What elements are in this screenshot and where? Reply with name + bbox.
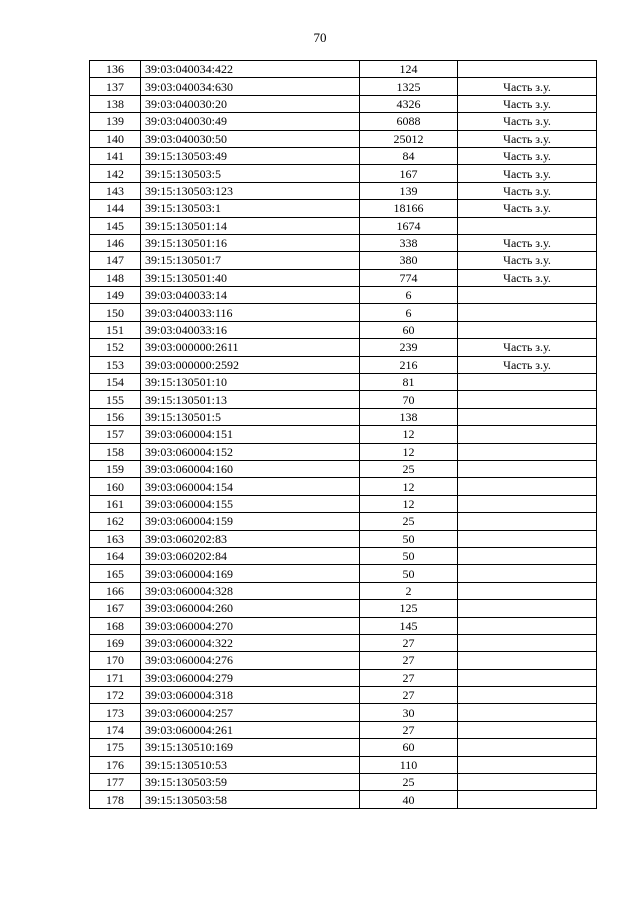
cadastral-number-cell: 39:03:060202:84 xyxy=(141,547,360,564)
note-cell: Часть з.у. xyxy=(458,130,597,147)
area-cell: 774 xyxy=(360,269,458,286)
cadastral-number-cell: 39:03:000000:2592 xyxy=(141,356,360,373)
row-number-cell: 141 xyxy=(90,147,141,164)
row-number-cell: 140 xyxy=(90,130,141,147)
table-row xyxy=(90,234,597,251)
row-number-cell: 139 xyxy=(90,113,141,130)
area-cell: 1325 xyxy=(360,78,458,95)
cadastral-number-cell: 39:03:060004:155 xyxy=(141,495,360,512)
cadastral-number-cell: 39:03:040030:50 xyxy=(141,130,360,147)
table-row xyxy=(90,78,597,95)
row-number-cell: 145 xyxy=(90,217,141,234)
row-number-cell: 158 xyxy=(90,443,141,460)
row-number-cell: 163 xyxy=(90,530,141,547)
table-row xyxy=(90,791,597,808)
row-number-cell: 176 xyxy=(90,756,141,773)
area-cell: 25 xyxy=(360,460,458,477)
area-cell: 216 xyxy=(360,356,458,373)
cadastral-number-cell: 39:15:130510:53 xyxy=(141,756,360,773)
row-number-cell: 160 xyxy=(90,478,141,495)
row-number-cell: 143 xyxy=(90,182,141,199)
note-cell: Часть з.у. xyxy=(458,356,597,373)
table-row xyxy=(90,721,597,738)
table-row xyxy=(90,704,597,721)
cadastral-number-cell: 39:03:060004:261 xyxy=(141,721,360,738)
area-cell: 1674 xyxy=(360,217,458,234)
row-number-cell: 142 xyxy=(90,165,141,182)
cadastral-number-cell: 39:03:060004:154 xyxy=(141,478,360,495)
row-number-cell: 166 xyxy=(90,582,141,599)
note-cell xyxy=(458,652,597,669)
area-cell: 27 xyxy=(360,669,458,686)
row-number-cell: 165 xyxy=(90,565,141,582)
table-row xyxy=(90,252,597,269)
area-cell: 50 xyxy=(360,530,458,547)
area-cell: 81 xyxy=(360,374,458,391)
note-cell: Часть з.у. xyxy=(458,147,597,164)
cadastral-number-cell: 39:15:130503:59 xyxy=(141,774,360,791)
note-cell: Часть з.у. xyxy=(458,113,597,130)
table-row xyxy=(90,600,597,617)
table-row xyxy=(90,339,597,356)
cadastral-number-cell: 39:03:000000:2611 xyxy=(141,339,360,356)
row-number-cell: 170 xyxy=(90,652,141,669)
note-cell xyxy=(458,774,597,791)
row-number-cell: 153 xyxy=(90,356,141,373)
row-number-cell: 152 xyxy=(90,339,141,356)
row-number-cell: 150 xyxy=(90,304,141,321)
cadastral-number-cell: 39:15:130501:13 xyxy=(141,391,360,408)
row-number-cell: 154 xyxy=(90,374,141,391)
note-cell xyxy=(458,530,597,547)
cadastral-number-cell: 39:03:040034:422 xyxy=(141,61,360,78)
table-row xyxy=(90,287,597,304)
note-cell xyxy=(458,739,597,756)
note-cell: Часть з.у. xyxy=(458,95,597,112)
note-cell xyxy=(458,321,597,338)
note-cell xyxy=(458,687,597,704)
table-row xyxy=(90,687,597,704)
table-row xyxy=(90,304,597,321)
table-row xyxy=(90,426,597,443)
table-row xyxy=(90,61,597,78)
area-cell: 167 xyxy=(360,165,458,182)
note-cell xyxy=(458,61,597,78)
table-row xyxy=(90,634,597,651)
cadastral-number-cell: 39:03:040034:630 xyxy=(141,78,360,95)
cadastral-number-cell: 39:03:040033:116 xyxy=(141,304,360,321)
table-row xyxy=(90,652,597,669)
area-cell: 27 xyxy=(360,634,458,651)
row-number-cell: 177 xyxy=(90,774,141,791)
row-number-cell: 178 xyxy=(90,791,141,808)
parcels-table-body xyxy=(90,61,597,809)
table-row xyxy=(90,774,597,791)
area-cell: 380 xyxy=(360,252,458,269)
note-cell xyxy=(458,426,597,443)
row-number-cell: 157 xyxy=(90,426,141,443)
area-cell: 139 xyxy=(360,182,458,199)
row-number-cell: 138 xyxy=(90,95,141,112)
row-number-cell: 151 xyxy=(90,321,141,338)
note-cell xyxy=(458,547,597,564)
area-cell: 27 xyxy=(360,687,458,704)
area-cell: 50 xyxy=(360,547,458,564)
table-row xyxy=(90,495,597,512)
area-cell: 2 xyxy=(360,582,458,599)
cadastral-number-cell: 39:03:060004:270 xyxy=(141,617,360,634)
cadastral-number-cell: 39:15:130501:14 xyxy=(141,217,360,234)
note-cell xyxy=(458,495,597,512)
table-row xyxy=(90,391,597,408)
note-cell xyxy=(458,617,597,634)
note-cell xyxy=(458,565,597,582)
note-cell xyxy=(458,287,597,304)
area-cell: 239 xyxy=(360,339,458,356)
table-row xyxy=(90,669,597,686)
note-cell xyxy=(458,756,597,773)
row-number-cell: 162 xyxy=(90,513,141,530)
note-cell: Часть з.у. xyxy=(458,78,597,95)
table-row xyxy=(90,739,597,756)
area-cell: 27 xyxy=(360,721,458,738)
row-number-cell: 136 xyxy=(90,61,141,78)
note-cell xyxy=(458,704,597,721)
row-number-cell: 156 xyxy=(90,408,141,425)
cadastral-number-cell: 39:03:060004:152 xyxy=(141,443,360,460)
table-row xyxy=(90,547,597,564)
note-cell: Часть з.у. xyxy=(458,269,597,286)
cadastral-number-cell: 39:03:060004:322 xyxy=(141,634,360,651)
note-cell xyxy=(458,443,597,460)
table-row xyxy=(90,269,597,286)
note-cell xyxy=(458,634,597,651)
area-cell: 40 xyxy=(360,791,458,808)
note-cell xyxy=(458,721,597,738)
cadastral-number-cell: 39:15:130503:49 xyxy=(141,147,360,164)
cadastral-number-cell: 39:03:060004:260 xyxy=(141,600,360,617)
table-row xyxy=(90,113,597,130)
note-cell xyxy=(458,478,597,495)
area-cell: 6088 xyxy=(360,113,458,130)
page-number: 70 xyxy=(313,30,327,45)
area-cell: 125 xyxy=(360,600,458,617)
row-number-cell: 148 xyxy=(90,269,141,286)
table-row xyxy=(90,530,597,547)
table-row xyxy=(90,165,597,182)
table-row xyxy=(90,582,597,599)
area-cell: 145 xyxy=(360,617,458,634)
cadastral-number-cell: 39:03:060202:83 xyxy=(141,530,360,547)
note-cell xyxy=(458,217,597,234)
row-number-cell: 175 xyxy=(90,739,141,756)
cadastral-number-cell: 39:03:040033:14 xyxy=(141,287,360,304)
row-number-cell: 144 xyxy=(90,200,141,217)
area-cell: 18166 xyxy=(360,200,458,217)
table-row xyxy=(90,513,597,530)
cadastral-number-cell: 39:03:060004:169 xyxy=(141,565,360,582)
note-cell xyxy=(458,374,597,391)
cadastral-number-cell: 39:15:130503:1 xyxy=(141,200,360,217)
area-cell: 25012 xyxy=(360,130,458,147)
row-number-cell: 149 xyxy=(90,287,141,304)
table-row xyxy=(90,478,597,495)
row-number-cell: 169 xyxy=(90,634,141,651)
note-cell xyxy=(458,391,597,408)
area-cell: 4326 xyxy=(360,95,458,112)
area-cell: 25 xyxy=(360,513,458,530)
note-cell xyxy=(458,582,597,599)
table-row xyxy=(90,408,597,425)
row-number-cell: 161 xyxy=(90,495,141,512)
area-cell: 12 xyxy=(360,426,458,443)
area-cell: 338 xyxy=(360,234,458,251)
table-row xyxy=(90,460,597,477)
table-row xyxy=(90,321,597,338)
cadastral-number-cell: 39:15:130501:5 xyxy=(141,408,360,425)
note-cell: Часть з.у. xyxy=(458,234,597,251)
area-cell: 6 xyxy=(360,304,458,321)
area-cell: 30 xyxy=(360,704,458,721)
table-row xyxy=(90,217,597,234)
cadastral-number-cell: 39:03:060004:318 xyxy=(141,687,360,704)
area-cell: 50 xyxy=(360,565,458,582)
cadastral-number-cell: 39:03:060004:151 xyxy=(141,426,360,443)
note-cell xyxy=(458,304,597,321)
cadastral-number-cell: 39:03:040030:20 xyxy=(141,95,360,112)
note-cell: Часть з.у. xyxy=(458,165,597,182)
table-row xyxy=(90,147,597,164)
area-cell: 110 xyxy=(360,756,458,773)
row-number-cell: 147 xyxy=(90,252,141,269)
table-row xyxy=(90,182,597,199)
area-cell: 12 xyxy=(360,495,458,512)
table-row xyxy=(90,130,597,147)
cadastral-number-cell: 39:03:060004:257 xyxy=(141,704,360,721)
table-row xyxy=(90,565,597,582)
row-number-cell: 171 xyxy=(90,669,141,686)
cadastral-number-cell: 39:15:130501:7 xyxy=(141,252,360,269)
cadastral-number-cell: 39:03:060004:279 xyxy=(141,669,360,686)
row-number-cell: 172 xyxy=(90,687,141,704)
cadastral-number-cell: 39:03:040033:16 xyxy=(141,321,360,338)
note-cell xyxy=(458,600,597,617)
note-cell xyxy=(458,791,597,808)
note-cell: Часть з.у. xyxy=(458,200,597,217)
area-cell: 138 xyxy=(360,408,458,425)
cadastral-number-cell: 39:15:130501:10 xyxy=(141,374,360,391)
area-cell: 84 xyxy=(360,147,458,164)
area-cell: 6 xyxy=(360,287,458,304)
row-number-cell: 137 xyxy=(90,78,141,95)
note-cell: Часть з.у. xyxy=(458,182,597,199)
note-cell: Часть з.у. xyxy=(458,252,597,269)
table-row xyxy=(90,756,597,773)
area-cell: 70 xyxy=(360,391,458,408)
row-number-cell: 164 xyxy=(90,547,141,564)
table-row xyxy=(90,356,597,373)
note-cell xyxy=(458,460,597,477)
cadastral-number-cell: 39:15:130503:123 xyxy=(141,182,360,199)
note-cell xyxy=(458,408,597,425)
area-cell: 12 xyxy=(360,478,458,495)
cadastral-number-cell: 39:15:130503:58 xyxy=(141,791,360,808)
table-row xyxy=(90,374,597,391)
area-cell: 12 xyxy=(360,443,458,460)
area-cell: 25 xyxy=(360,774,458,791)
area-cell: 60 xyxy=(360,739,458,756)
cadastral-number-cell: 39:15:130503:5 xyxy=(141,165,360,182)
row-number-cell: 174 xyxy=(90,721,141,738)
note-cell: Часть з.у. xyxy=(458,339,597,356)
table-row xyxy=(90,95,597,112)
table-row xyxy=(90,617,597,634)
cadastral-number-cell: 39:03:060004:159 xyxy=(141,513,360,530)
area-cell: 124 xyxy=(360,61,458,78)
area-cell: 60 xyxy=(360,321,458,338)
area-cell: 27 xyxy=(360,652,458,669)
row-number-cell: 168 xyxy=(90,617,141,634)
cadastral-number-cell: 39:15:130501:40 xyxy=(141,269,360,286)
table-row xyxy=(90,443,597,460)
cadastral-number-cell: 39:03:060004:160 xyxy=(141,460,360,477)
row-number-cell: 146 xyxy=(90,234,141,251)
parcels-table xyxy=(89,60,597,809)
table-row xyxy=(90,200,597,217)
row-number-cell: 173 xyxy=(90,704,141,721)
note-cell xyxy=(458,513,597,530)
cadastral-number-cell: 39:03:040030:49 xyxy=(141,113,360,130)
cadastral-number-cell: 39:15:130501:16 xyxy=(141,234,360,251)
row-number-cell: 155 xyxy=(90,391,141,408)
cadastral-number-cell: 39:03:060004:328 xyxy=(141,582,360,599)
cadastral-number-cell: 39:03:060004:276 xyxy=(141,652,360,669)
cadastral-number-cell: 39:15:130510:169 xyxy=(141,739,360,756)
row-number-cell: 167 xyxy=(90,600,141,617)
row-number-cell: 159 xyxy=(90,460,141,477)
note-cell xyxy=(458,669,597,686)
